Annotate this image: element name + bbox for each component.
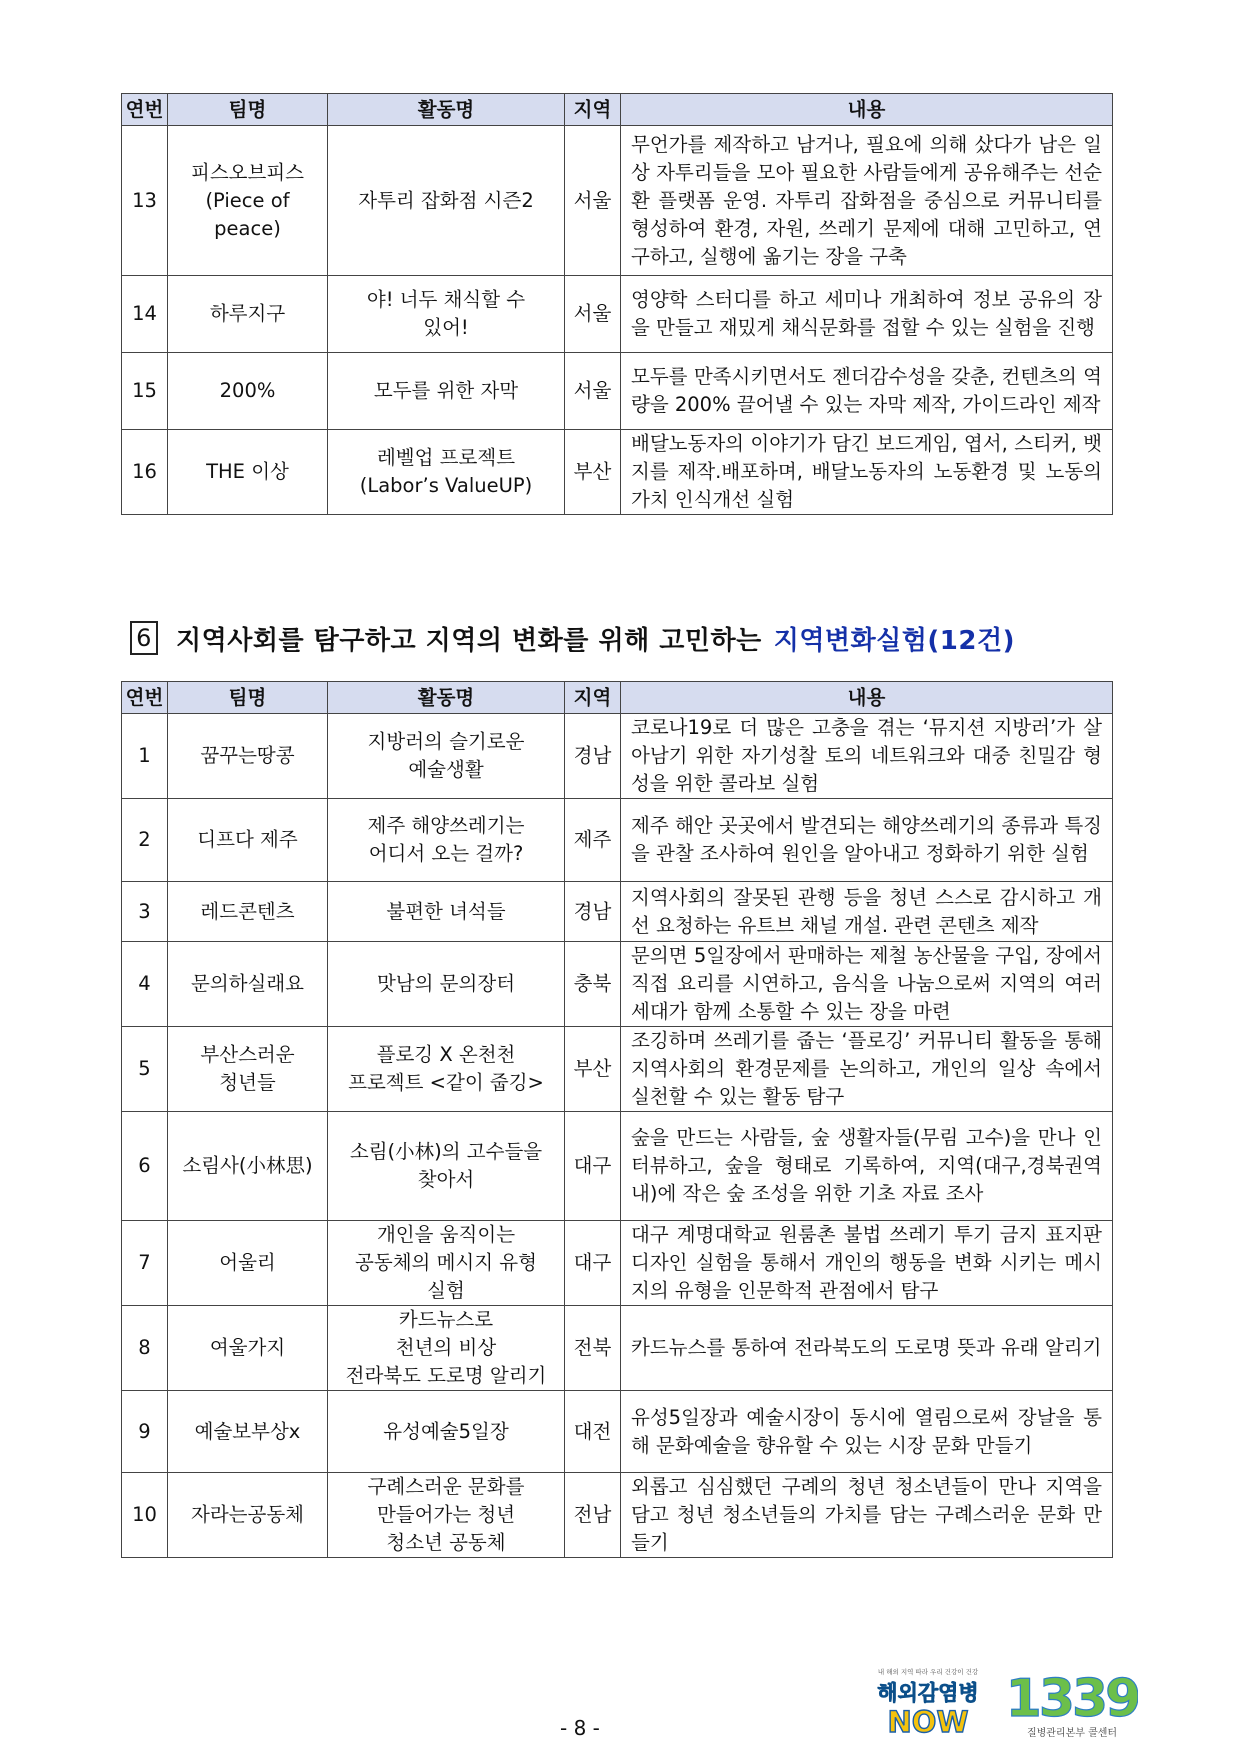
cell-activity: 야! 너두 채식할 수 있어! [328,276,565,353]
header-content: 내용 [621,682,1113,714]
cell-activity: 자투리 잡화점 시즌2 [328,126,565,276]
project-table-top [121,93,1113,515]
cell-region: 대구 [565,1221,621,1306]
cell-activity: 유성예술5일장 [328,1391,565,1473]
cell-activity: 구례스러운 문화를 만들어가는 청년 청소년 공동체 [328,1473,565,1558]
cell-team: 자라는공동체 [168,1473,328,1558]
cell-no: 6 [122,1112,168,1221]
section-highlight: 지역변화실험(12건) [773,625,1015,656]
cell-content: 외롭고 심심했던 구례의 청년 청소년들이 만나 지역을 담고 청년 청소년들의 가치를 담는 구례스러운 문화 만들기 [621,1473,1113,1558]
kcdc-1339-logo [1006,1660,1138,1740]
page-number: - 8 - [560,1716,600,1740]
table-row [122,430,1113,515]
header-no: 연번 [122,682,168,714]
cell-team: 200% [168,353,328,430]
table-row [122,942,1113,1027]
cell-no: 15 [122,353,168,430]
cell-no: 14 [122,276,168,353]
cell-region: 전남 [565,1473,621,1558]
cell-content: 조깅하며 쓰레기를 줍는 ‘플로깅’ 커뮤니티 활동을 통해 지역사회의 환경문제를 논의하고, 개인의 일상 속에서 실천할 수 있는 활동 탐구 [621,1027,1113,1112]
cell-region: 대전 [565,1391,621,1473]
header-activity: 활동명 [328,94,565,126]
cell-region: 부산 [565,1027,621,1112]
cell-no: 16 [122,430,168,515]
table-row [122,1221,1113,1306]
table-header-row [122,94,1113,126]
cell-content: 지역사회의 잘못된 관행 등을 청년 스스로 감시하고 개선 요청하는 유트브 채널 개설. 관련 콘텐츠 제작 [621,882,1113,942]
table-body [122,714,1113,1558]
section-title: 지역사회를 탐구하고 지역의 변화를 위해 고민하는 [176,625,762,656]
header-activity: 활동명 [328,682,565,714]
cell-content: 모두를 만족시키면서도 젠더감수성을 갖춘, 컨텐츠의 역량을 200% 끌어낼 수 있는 자막 제작, 가이드라인 제작 [621,353,1113,430]
cell-region: 부산 [565,430,621,515]
cell-team: 하루지구 [168,276,328,353]
cell-activity: 모두를 위한 자막 [328,353,565,430]
table-row [122,882,1113,942]
cell-activity: 카드뉴스로 천년의 비상 전라북도 도로명 알리기 [328,1306,565,1391]
cell-content: 제주 해안 곳곳에서 발견되는 해양쓰레기의 종류과 특징을 관찰 조사하여 원인을 알아내고 정화하기 위한 실험 [621,799,1113,882]
cell-region: 충북 [565,942,621,1027]
overseas-infection-now-logo [868,1666,988,1738]
header-region: 지역 [565,682,621,714]
cell-region: 제주 [565,799,621,882]
header-region: 지역 [565,94,621,126]
cell-team: 예술보부상x [168,1391,328,1473]
cell-content: 숲을 만드는 사람들, 숲 생활자들(무림 고수)을 만나 인터뷰하고, 숲을 형태로 기록하여, 지역(대구,경북권역 내)에 작은 숲 조성을 위한 기초 자료 조사 [621,1112,1113,1221]
cell-no: 1 [122,714,168,799]
cell-activity: 맛남의 문의장터 [328,942,565,1027]
header-content: 내용 [621,94,1113,126]
cell-region: 대구 [565,1112,621,1221]
cell-activity: 제주 해양쓰레기는 어디서 오는 걸까? [328,799,565,882]
logo-1339-number: 1339 [1006,1669,1138,1729]
cell-content: 배달노동자의 이야기가 담긴 보드게임, 엽서, 스티커, 뱃지를 제작.배포하며, 배달노동자의 노동환경 및 노동의 가치 인식개선 실험 [621,430,1113,515]
section-heading [130,618,1015,658]
cell-no: 3 [122,882,168,942]
logo-now: NOW [887,1705,969,1738]
header-team: 팀명 [168,682,328,714]
table-row [122,126,1113,276]
cell-content: 카드뉴스를 통하여 전라북도의 도로명 뜻과 유래 알리기 [621,1306,1113,1391]
header-team: 팀명 [168,94,328,126]
cell-no: 5 [122,1027,168,1112]
table-row [122,1473,1113,1558]
table-row [122,276,1113,353]
cell-team: 레드콘텐츠 [168,882,328,942]
cell-content: 무언가를 제작하고 남거나, 필요에 의해 샀다가 남은 일상 자투리들을 모아 필요한 사람들에게 공유해주는 선순환 플랫폼 운영. 자투리 잡화점을 중심으로 커뮤니티를 형성하여 환경, 자원, 쓰레기 문제에 대해 고민하고, 연구하고, 실행에 옮기는 장을 구축 [621,126,1113,276]
logo-1339-caption: 질병관리본부 콜센터 [1026,1728,1118,1739]
table-row [122,1027,1113,1112]
table-row [122,1112,1113,1221]
table-row [122,353,1113,430]
cell-content: 유성5일장과 예술시장이 동시에 열림으로써 장날을 통해 문화예술을 향유할 수 있는 시장 문화 만들기 [621,1391,1113,1473]
table-row [122,799,1113,882]
cell-team: THE 이상 [168,430,328,515]
table-row [122,1306,1113,1391]
cell-content: 문의면 5일장에서 판매하는 제철 농산물을 구입, 장에서 직접 요리를 시연하고, 음식을 나눔으로써 지역의 여러 세대가 함께 소통할 수 있는 장을 마련 [621,942,1113,1027]
cell-team: 소림사(小林思) [168,1112,328,1221]
cell-region: 경남 [565,714,621,799]
cell-team: 디프다 제주 [168,799,328,882]
section-number: 6 [130,621,158,655]
table-row [122,714,1113,799]
cell-no: 7 [122,1221,168,1306]
table-body [122,126,1113,515]
cell-no: 10 [122,1473,168,1558]
cell-activity: 플로깅 X 온천천 프로젝트 <같이 줍깅> [328,1027,565,1112]
cell-no: 2 [122,799,168,882]
cell-region: 서울 [565,126,621,276]
cell-activity: 개인을 움직이는 공동체의 메시지 유형 실험 [328,1221,565,1306]
cell-team: 부산스러운 청년들 [168,1027,328,1112]
cell-no: 9 [122,1391,168,1473]
cell-team: 문의하실래요 [168,942,328,1027]
cell-region: 서울 [565,276,621,353]
cell-region: 경남 [565,882,621,942]
cell-team: 꿈꾸는땅콩 [168,714,328,799]
logo-tagline: 내 해외 지역 따라 우리 건강이 건강 [877,1668,979,1676]
table-header-row [122,682,1113,714]
logo-name: 해외감염병 [877,1681,979,1705]
project-table-regional [121,681,1113,1558]
cell-team: 어울리 [168,1221,328,1306]
cell-no: 13 [122,126,168,276]
cell-content: 영양학 스터디를 하고 세미나 개최하여 정보 공유의 장을 만들고 재밌게 채식문화를 접할 수 있는 실험을 진행 [621,276,1113,353]
cell-activity: 지방러의 슬기로운 예술생활 [328,714,565,799]
cell-team: 피스오브피스 (Piece of peace) [168,126,328,276]
cell-team: 여울가지 [168,1306,328,1391]
cell-region: 전북 [565,1306,621,1391]
cell-activity: 소림(小林)의 고수들을 찾아서 [328,1112,565,1221]
cell-activity: 레벨업 프로젝트 (Labor’s ValueUP) [328,430,565,515]
table-row [122,1391,1113,1473]
cell-region: 서울 [565,353,621,430]
cell-activity: 불편한 녀석들 [328,882,565,942]
cell-no: 8 [122,1306,168,1391]
cell-content: 대구 계명대학교 원룸촌 불법 쓰레기 투기 금지 표지판 디자인 실험을 통해서 개인의 행동을 변화 시키는 메시지의 유형을 인문학적 관점에서 탐구 [621,1221,1113,1306]
cell-content: 코로나19로 더 많은 고충을 겪는 ‘뮤지션 지방러’가 살아남기 위한 자기성찰 토의 네트워크와 대중 친밀감 형성을 위한 콜라보 실험 [621,714,1113,799]
header-no: 연번 [122,94,168,126]
cell-no: 4 [122,942,168,1027]
